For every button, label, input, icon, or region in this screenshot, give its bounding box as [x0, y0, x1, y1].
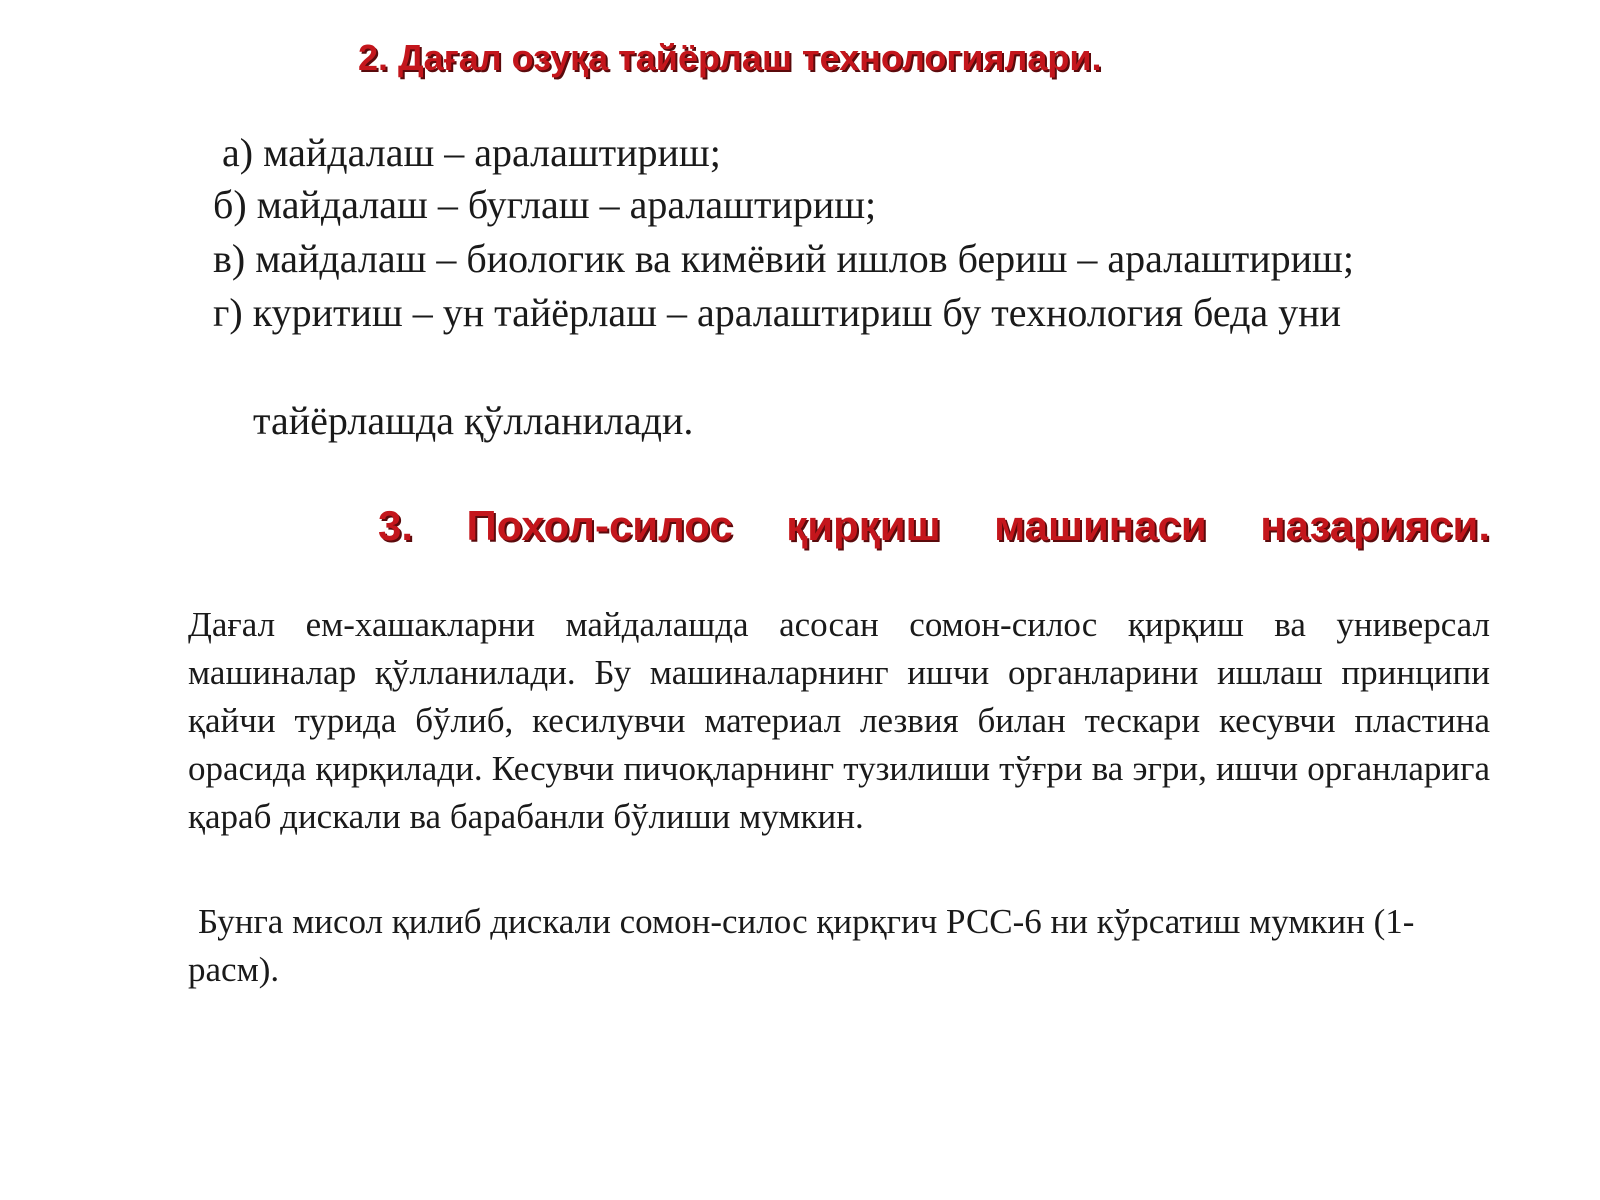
- section-heading-technologies: 2. Дағал озуқа тайёрлаш технологиялари.: [358, 37, 1102, 78]
- body-paragraph-description: Дағал ем-хашакларни майдалашда асосан сомон-силос қирқиш ва универсал машиналар қўлланилади. Бу машиналарнинг ишчи органларини ишлаш принципи қайчи турида бўлиб, кесилувчи материал лезвия билан тескари кесувчи пластина орасида қирқилади. Кесувчи пичоқларнинг тузилиши тўғри ва эгри, ишчи органларига қараб дискали ва барабанли бўлиши мумкин.: [188, 605, 1490, 836]
- list-item-d: г) куритиш – ун тайёрлаш – аралаштириш бу технология беда уни: [213, 290, 1341, 335]
- list-item-d-continuation: тайёрлашда қўлланилади.: [253, 398, 694, 443]
- section-heading-machine-theory: 3. Похол-силос қирқиш машинаси назарияси.: [378, 502, 1490, 549]
- list-item-c: в) майдалаш – биологик ва кимёвий ишлов бериш – аралаштириш;: [213, 236, 1354, 281]
- body-paragraph-example: Бунга мисол қилиб дискали сомон-силос қирқгич РСС-6 ни кўрсатиш мумкин (1-расм).: [188, 902, 1415, 989]
- list-item-a: а) майдалаш – аралаштириш;: [222, 130, 721, 175]
- list-item-b: б) майдалаш – буглаш – аралаштириш;: [213, 182, 877, 227]
